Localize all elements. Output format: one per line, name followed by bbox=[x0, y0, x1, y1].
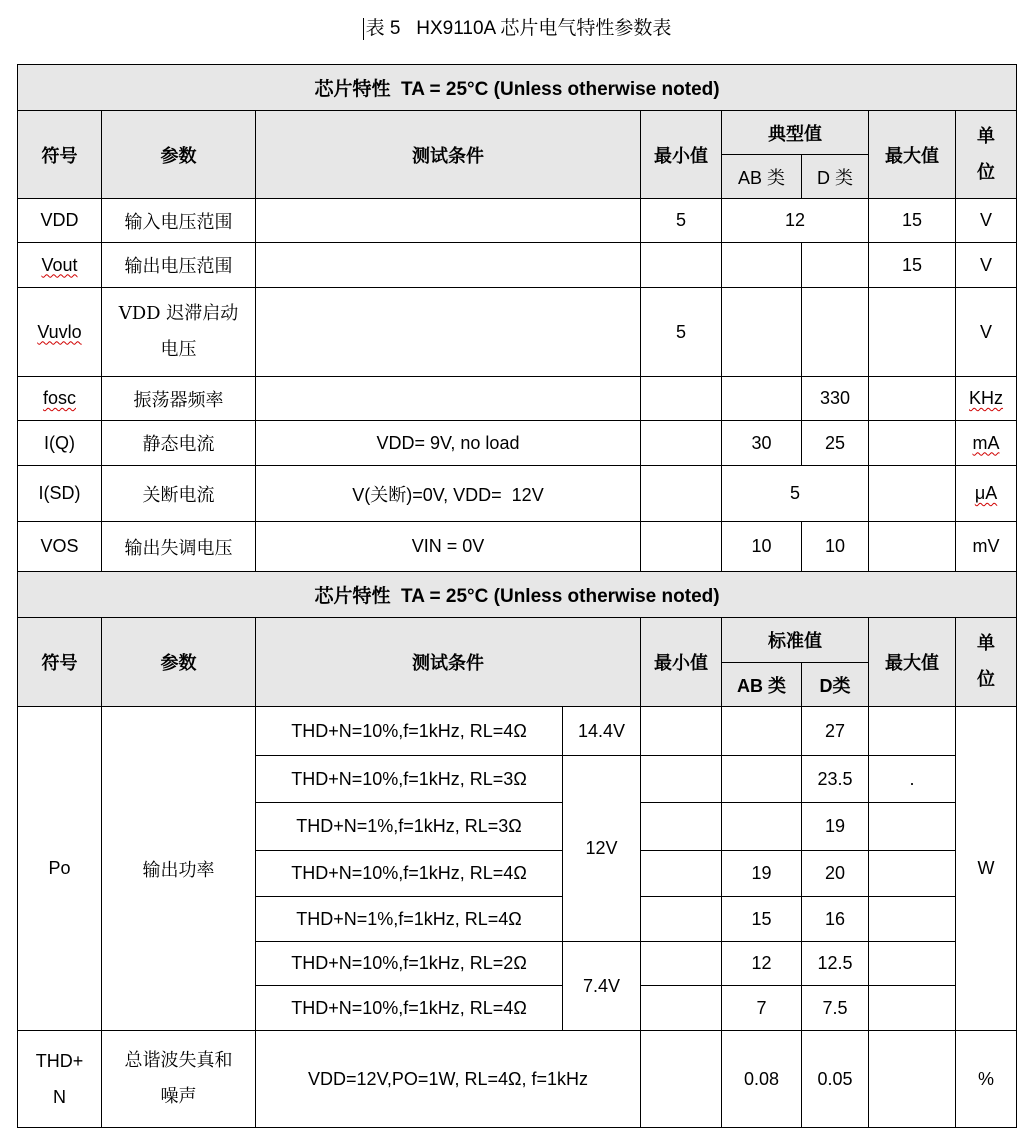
cell-min: 5 bbox=[641, 199, 722, 243]
cell-cond: THD+N=10%,f=1kHz, RL=4Ω bbox=[256, 851, 563, 897]
header-min: 最小值 bbox=[641, 111, 722, 199]
cell-min bbox=[641, 707, 722, 756]
cell-d: 20 bbox=[802, 851, 869, 897]
band-title-zh: 芯片特性 bbox=[314, 78, 391, 100]
cell-param bbox=[102, 288, 256, 377]
cond-part-a: V( bbox=[352, 484, 371, 505]
header-ab: AB 类 bbox=[722, 663, 802, 707]
cell-max bbox=[869, 851, 956, 897]
cell-ab: 12 bbox=[722, 942, 802, 986]
cell-max bbox=[869, 377, 956, 421]
cell-cond: THD+N=1%,f=1kHz, RL=3Ω bbox=[256, 803, 563, 851]
cell-unit: mV bbox=[956, 522, 1017, 572]
header-ab: AB 类 bbox=[722, 155, 802, 199]
cell-min bbox=[641, 803, 722, 851]
cell-symbol: VOS bbox=[18, 522, 102, 572]
cell-unit: W bbox=[956, 707, 1017, 1031]
cond-part-zh: 关断 bbox=[370, 484, 407, 506]
cell-min bbox=[641, 377, 722, 421]
cell-symbol: Po bbox=[18, 707, 102, 1031]
table-row bbox=[18, 1031, 1017, 1128]
caption-title: HX9110A 芯片电气特性参数表 bbox=[416, 18, 672, 39]
cell-cond: THD+N=10%,f=1kHz, RL=4Ω bbox=[256, 707, 563, 756]
band-title-zh: 芯片特性 bbox=[314, 585, 391, 607]
band-title-en: TA = 25°C (Unless otherwise noted) bbox=[401, 586, 720, 607]
cell-param: 振荡器频率 bbox=[102, 377, 256, 421]
cell-typ: 12 bbox=[722, 199, 869, 243]
cell-min bbox=[641, 243, 722, 288]
header-row bbox=[18, 111, 1017, 155]
cell-param: 输出功率 bbox=[102, 707, 256, 1031]
table-caption bbox=[0, 0, 1034, 58]
cell-ab: 0.08 bbox=[722, 1031, 802, 1128]
header-unit-l1: 单 bbox=[977, 125, 996, 147]
table-row bbox=[18, 288, 1017, 377]
cell-cond: THD+N=10%,f=1kHz, RL=2Ω bbox=[256, 942, 563, 986]
cell-min bbox=[641, 522, 722, 572]
cell-ab bbox=[722, 243, 802, 288]
header-unit bbox=[956, 618, 1017, 707]
cell-min bbox=[641, 851, 722, 897]
header-cond: 测试条件 bbox=[256, 618, 641, 707]
cell-ab: 19 bbox=[722, 851, 802, 897]
band-row bbox=[18, 65, 1017, 111]
cell-d: 23.5 bbox=[802, 756, 869, 803]
cell-voltage: 12V bbox=[563, 756, 641, 942]
cell-max: 15 bbox=[869, 199, 956, 243]
cell-cond: VDD= 9V, no load bbox=[256, 421, 641, 466]
cell-unit: % bbox=[956, 1031, 1017, 1128]
header-unit bbox=[956, 111, 1017, 199]
symbol-text: fosc bbox=[42, 388, 76, 408]
cell-unit bbox=[956, 421, 1017, 466]
header-unit-l1: 单 bbox=[977, 633, 996, 654]
cell-d: 330 bbox=[802, 377, 869, 421]
cell-ab bbox=[722, 756, 802, 803]
cell-max bbox=[869, 803, 956, 851]
cell-param: 输出电压范围 bbox=[102, 243, 256, 288]
cell-max bbox=[869, 986, 956, 1031]
table-row bbox=[18, 421, 1017, 466]
header-param: 参数 bbox=[102, 111, 256, 199]
cell-d bbox=[802, 243, 869, 288]
header-max: 最大值 bbox=[869, 618, 956, 707]
band-row bbox=[18, 572, 1017, 618]
cell-symbol: I(Q) bbox=[18, 421, 102, 466]
header-param: 参数 bbox=[102, 618, 256, 707]
cell-max bbox=[869, 1031, 956, 1128]
band-title bbox=[18, 65, 1017, 111]
cell-voltage: 14.4V bbox=[563, 707, 641, 756]
cell-d: 16 bbox=[802, 897, 869, 942]
cell-cond bbox=[256, 288, 641, 377]
header-symbol: 符号 bbox=[18, 618, 102, 707]
cell-ab bbox=[722, 707, 802, 756]
cell-symbol bbox=[18, 288, 102, 377]
header-symbol: 符号 bbox=[18, 111, 102, 199]
cell-max: . bbox=[869, 756, 956, 803]
table-row bbox=[18, 377, 1017, 421]
cell-max bbox=[869, 942, 956, 986]
cell-min bbox=[641, 756, 722, 803]
cell-unit: V bbox=[956, 288, 1017, 377]
header-max: 最大值 bbox=[869, 111, 956, 199]
table-row bbox=[18, 522, 1017, 572]
header-cond: 测试条件 bbox=[256, 111, 641, 199]
cell-d: 10 bbox=[802, 522, 869, 572]
cell-unit: V bbox=[956, 243, 1017, 288]
cell-cond bbox=[256, 377, 641, 421]
cell-ab: 15 bbox=[722, 897, 802, 942]
cell-d: 27 bbox=[802, 707, 869, 756]
cell-max bbox=[869, 421, 956, 466]
cell-cond: THD+N=1%,f=1kHz, RL=4Ω bbox=[256, 897, 563, 942]
unit-text: mA bbox=[972, 432, 1000, 453]
cell-ab: 7 bbox=[722, 986, 802, 1031]
cell-typ: 5 bbox=[722, 466, 869, 522]
cell-cond: THD+N=10%,f=1kHz, RL=3Ω bbox=[256, 756, 563, 803]
cell-unit: V bbox=[956, 199, 1017, 243]
symbol-line-1: THD+ bbox=[35, 1051, 84, 1071]
symbol-text: Vuvlo bbox=[37, 321, 82, 342]
text-cursor bbox=[363, 18, 364, 40]
cell-cond: VDD=12V,PO=1W, RL=4Ω, f=1kHz bbox=[256, 1031, 641, 1128]
symbol-text: Vout bbox=[41, 254, 78, 275]
cell-param: 关断电流 bbox=[102, 466, 256, 522]
cell-param bbox=[102, 1031, 256, 1128]
cell-d: 0.05 bbox=[802, 1031, 869, 1128]
cell-cond: THD+N=10%,f=1kHz, RL=4Ω bbox=[256, 986, 563, 1031]
cell-voltage: 7.4V bbox=[563, 942, 641, 1031]
cell-param: 输出失调电压 bbox=[102, 522, 256, 572]
unit-text: μA bbox=[974, 483, 998, 503]
spec-table bbox=[17, 64, 1017, 1128]
cell-symbol bbox=[18, 377, 102, 421]
cell-ab bbox=[722, 288, 802, 377]
cell-unit bbox=[956, 377, 1017, 421]
cell-unit bbox=[956, 466, 1017, 522]
cell-min: 5 bbox=[641, 288, 722, 377]
caption-prefix: 表 5 bbox=[365, 18, 401, 39]
table-row bbox=[18, 243, 1017, 288]
cell-min bbox=[641, 986, 722, 1031]
cell-min bbox=[641, 466, 722, 522]
cell-d bbox=[802, 288, 869, 377]
param-line-1: 总谐波失真和 bbox=[124, 1050, 233, 1071]
cell-param: 输入电压范围 bbox=[102, 199, 256, 243]
cell-symbol bbox=[18, 243, 102, 288]
cell-max: 15 bbox=[869, 243, 956, 288]
header-unit-l2: 位 bbox=[977, 161, 996, 183]
cell-max bbox=[869, 466, 956, 522]
cell-min bbox=[641, 897, 722, 942]
cell-cond bbox=[256, 243, 641, 288]
unit-text: KHz bbox=[969, 388, 1004, 408]
cell-d: 25 bbox=[802, 421, 869, 466]
cell-d: 19 bbox=[802, 803, 869, 851]
cell-max bbox=[869, 707, 956, 756]
cell-cond bbox=[256, 199, 641, 243]
cell-d: 12.5 bbox=[802, 942, 869, 986]
cell-max bbox=[869, 522, 956, 572]
cell-d: 7.5 bbox=[802, 986, 869, 1031]
cell-min bbox=[641, 942, 722, 986]
cell-ab: 30 bbox=[722, 421, 802, 466]
table-row bbox=[18, 199, 1017, 243]
cell-ab: 10 bbox=[722, 522, 802, 572]
param-line-1: VDD 迟滞启动 bbox=[118, 303, 239, 324]
header-d: D 类 bbox=[802, 155, 869, 199]
header-typ: 典型值 bbox=[722, 111, 869, 155]
param-line-2: 电压 bbox=[160, 339, 197, 360]
header-typ: 标准值 bbox=[722, 618, 869, 663]
band-title-en: TA = 25°C (Unless otherwise noted) bbox=[401, 79, 720, 100]
cell-min bbox=[641, 421, 722, 466]
cell-max bbox=[869, 288, 956, 377]
cell-cond bbox=[256, 466, 641, 522]
param-line-2: 噪声 bbox=[160, 1086, 197, 1107]
cell-ab bbox=[722, 803, 802, 851]
band-title bbox=[18, 572, 1017, 618]
cell-symbol: I(SD) bbox=[18, 466, 102, 522]
cell-max bbox=[869, 897, 956, 942]
cell-cond: VIN = 0V bbox=[256, 522, 641, 572]
header-d: D类 bbox=[802, 663, 869, 707]
header-min: 最小值 bbox=[641, 618, 722, 707]
header-unit-l2: 位 bbox=[977, 669, 996, 690]
header-row bbox=[18, 618, 1017, 663]
cell-param: 静态电流 bbox=[102, 421, 256, 466]
table-row bbox=[18, 466, 1017, 522]
cell-symbol bbox=[18, 1031, 102, 1128]
table-row bbox=[18, 707, 1017, 756]
cond-part-b: )=0V, VDD= 12V bbox=[406, 484, 544, 505]
cell-min bbox=[641, 1031, 722, 1128]
cell-symbol: VDD bbox=[18, 199, 102, 243]
cell-ab bbox=[722, 377, 802, 421]
symbol-line-2: N bbox=[53, 1087, 66, 1107]
